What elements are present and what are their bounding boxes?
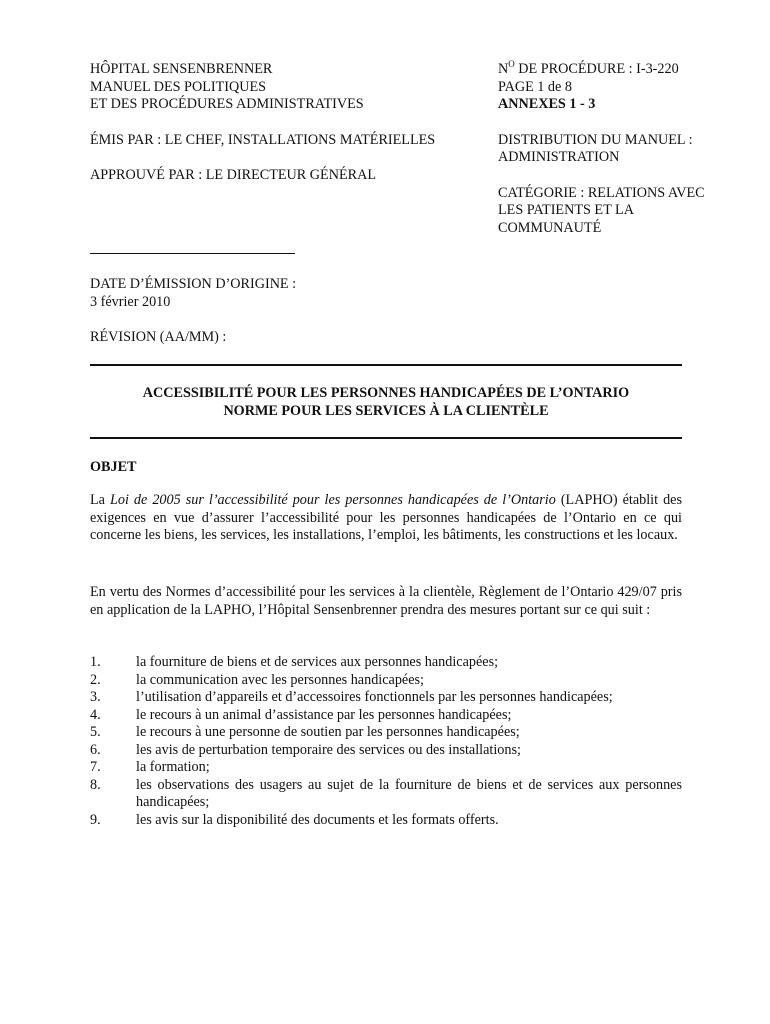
list-item-text: la fourniture de biens et de services aux personnes handicapées; bbox=[136, 654, 499, 670]
measures-list bbox=[90, 654, 682, 829]
list-item bbox=[90, 777, 682, 812]
list-item bbox=[90, 812, 682, 830]
list-item-text: le recours à un animal d’assistance par les personnes handicapées; bbox=[136, 706, 512, 723]
list-item-text: le recours à une personne de soutien par les personnes handicapées; bbox=[136, 724, 520, 740]
list-item-number: 9. bbox=[90, 811, 101, 828]
list-item-number: 3. bbox=[90, 689, 101, 705]
list-item-text: les avis de perturbation temporaire des services ou des installations; bbox=[136, 741, 521, 758]
header-right-block bbox=[498, 61, 738, 237]
annexes: ANNEXES 1 - 3 bbox=[498, 96, 596, 112]
list-item bbox=[90, 707, 682, 725]
list-item bbox=[90, 689, 682, 707]
list-item-number: 8. bbox=[90, 776, 101, 793]
category-line-3: COMMUNAUTÉ bbox=[498, 219, 602, 236]
para-1-rest: (LAPHO) établit des exigences en vue d’assurer l’accessibilité pour les personnes handicapées de l’Ontario en ce qui concerne les biens, les services, les installations, l’emploi, les bâtiments, les constructions et les locaux. bbox=[90, 492, 682, 543]
law-title: Loi de 2005 sur l’accessibilité pour les personnes handicapées de l’Ontario bbox=[109, 492, 556, 508]
issue-date-block bbox=[90, 276, 480, 347]
list-item-text: les avis sur la disponibilité des documents et les formats offerts. bbox=[136, 811, 499, 828]
list-item-number: 5. bbox=[90, 724, 101, 740]
issue-date: 3 février 2010 bbox=[90, 293, 171, 310]
issue-date-label: DATE D’ÉMISSION D’ORIGINE : bbox=[90, 276, 297, 292]
list-item-number: 4. bbox=[90, 706, 101, 723]
procedure-n: N bbox=[498, 61, 509, 77]
procedure-sup: O bbox=[508, 59, 515, 69]
list-item bbox=[90, 654, 682, 672]
hospital-name: HÔPITAL SENSENBRENNER bbox=[90, 61, 273, 77]
category-line-1: CATÉGORIE : RELATIONS AVEC bbox=[498, 184, 705, 201]
list-item bbox=[90, 724, 682, 742]
title-line-2: NORME POUR LES SERVICES À LA CLIENTÈLE bbox=[223, 402, 549, 419]
title-bottom-rule bbox=[90, 437, 682, 439]
para-1-prefix: La bbox=[90, 492, 110, 508]
objet-paragraph-2: En vertu des Normes d’accessibilité pour les services à la clientèle, Règlement de l’Ontario 429/07 pris en application de la LAPHO, l’Hôpital Sensenbrenner prendra des mesures portant sur ce qui suit : bbox=[90, 584, 682, 618]
list-item bbox=[90, 672, 682, 690]
manual-subtitle: ET DES PROCÉDURES ADMINISTRATIVES bbox=[90, 96, 364, 112]
section-heading-objet: OBJET bbox=[90, 459, 137, 475]
procedure-rest: DE PROCÉDURE : I-3-220 bbox=[514, 61, 679, 77]
approved-by: APPROUVÉ PAR : LE DIRECTEUR GÉNÉRAL bbox=[90, 167, 377, 183]
title-line-1: ACCESSIBILITÉ POUR LES PERSONNES HANDICAPÉES DE L’ONTARIO bbox=[142, 385, 630, 401]
distribution-label: DISTRIBUTION DU MANUEL : bbox=[498, 131, 693, 148]
list-item-number: 6. bbox=[90, 741, 101, 758]
list-item-text: la communication avec les personnes handicapées; bbox=[136, 671, 424, 688]
list-item-number: 2. bbox=[90, 671, 101, 688]
header-left-block bbox=[90, 61, 480, 185]
title-top-rule bbox=[90, 364, 682, 366]
procedure-number bbox=[498, 61, 738, 79]
signature-line bbox=[90, 253, 295, 254]
issued-by: ÉMIS PAR : LE CHEF, INSTALLATIONS MATÉRIELLES bbox=[90, 131, 436, 148]
distribution-value: ADMINISTRATION bbox=[498, 149, 620, 165]
document-title bbox=[90, 385, 682, 420]
list-item bbox=[90, 742, 682, 760]
list-item bbox=[90, 759, 682, 777]
list-item-number: 7. bbox=[90, 759, 101, 775]
revision-label: RÉVISION (AA/MM) : bbox=[90, 329, 227, 345]
page-number: PAGE 1 de 8 bbox=[498, 78, 572, 95]
category-line-2: LES PATIENTS ET LA bbox=[498, 202, 634, 218]
list-item-number: 1. bbox=[90, 654, 101, 670]
list-item-text: l’utilisation d’appareils et d’accessoires fonctionnels par les personnes handicapées; bbox=[136, 689, 613, 705]
manual-title: MANUEL DES POLITIQUES bbox=[90, 78, 267, 95]
list-item-text: la formation; bbox=[136, 759, 210, 775]
list-item-text: les observations des usagers au sujet de la fourniture de biens et de services aux personnes handicapées; bbox=[136, 776, 682, 810]
objet-paragraph-1 bbox=[90, 492, 682, 545]
